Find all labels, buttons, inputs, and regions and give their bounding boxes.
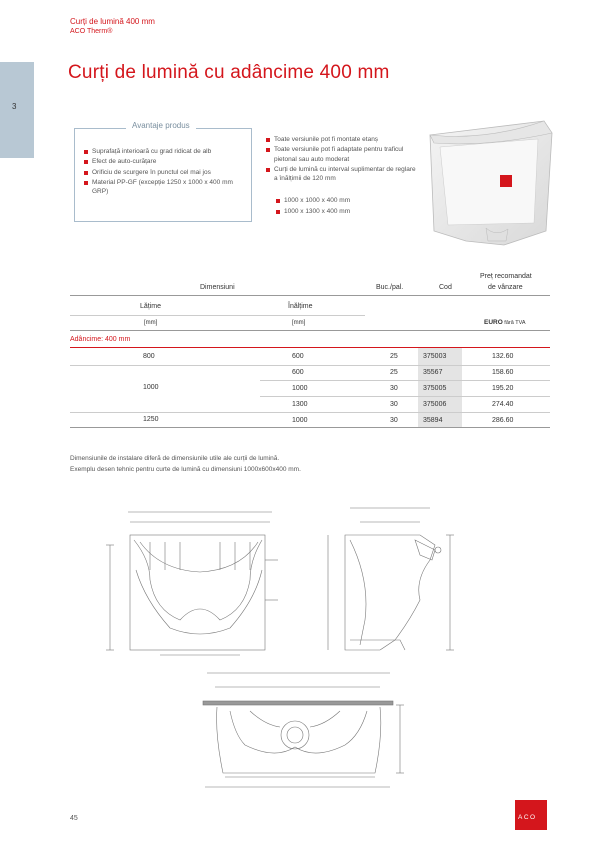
cell-pret: 132.60: [492, 353, 514, 360]
col-header-dimensiuni: Dimensiuni: [200, 284, 235, 291]
technical-drawing-side: [320, 500, 470, 665]
col-header-pret-line1: Preț recomandat: [480, 273, 532, 280]
header-series-name: Curți de lumină 400 mm: [70, 17, 155, 26]
cell-latime: 1000: [143, 384, 159, 391]
cell-inaltime: 1000: [292, 385, 308, 392]
product-logo-icon: [500, 175, 512, 187]
cell-latime: 1250: [143, 416, 159, 423]
technical-drawing-front: [100, 500, 300, 660]
note-line1: Dimensiunile de instalare diferă de dimensiunile utile ale curții de lumină.: [70, 455, 280, 462]
aco-logo: [515, 800, 547, 830]
page-number: 45: [70, 815, 78, 822]
page-title: Curți de lumină cu adâncime 400 mm: [68, 62, 390, 83]
advantages-heading: Avantaje produs: [126, 121, 196, 130]
technical-drawing-top: [195, 665, 415, 795]
cell-pret: 274.40: [492, 401, 514, 408]
cell-inaltime: 1000: [292, 417, 308, 424]
cell-inaltime: 1300: [292, 401, 308, 408]
feature-item: Toate versiunile pot fi adaptate pentru traficul pietonal sau auto moderat: [266, 145, 416, 164]
cell-buc: 30: [390, 401, 398, 408]
chapter-tab: [0, 62, 34, 158]
cell-cod: 35894: [423, 417, 443, 424]
unit-inaltime: [mm]: [292, 320, 306, 326]
col-header-inaltime: Înălțime: [288, 303, 313, 310]
advantage-item: Suprafață interioară cu grad ridicat de alb: [84, 147, 248, 156]
feature-sub-item: 1000 x 1000 x 400 mm: [276, 196, 406, 205]
advantage-item: Material PP-GF (excepție 1250 x 1000 x 400 mm GRP): [84, 178, 248, 197]
cell-buc: 30: [390, 385, 398, 392]
cell-cod: 375003: [423, 353, 447, 360]
cell-buc: 25: [390, 369, 398, 376]
section-label: Adâncime: 400 mm: [70, 336, 131, 343]
price-table: [70, 270, 550, 430]
advantage-item: Efect de auto-curățare: [84, 157, 248, 166]
unit-latime: [mm]: [144, 320, 158, 326]
cell-cod: 35567: [423, 369, 443, 376]
cell-pret: 195.20: [492, 385, 514, 392]
col-header-latime: Lățime: [140, 303, 162, 310]
chapter-number: 3: [12, 102, 17, 111]
features-list: [266, 135, 416, 184]
feature-item: Curți de lumină cu interval suplimentar de reglare a înălțimii de 120 mm: [266, 165, 416, 184]
cell-pret: 158.60: [492, 369, 514, 376]
col-header-pret-line2: de vânzare: [488, 284, 523, 291]
product-image: [426, 113, 556, 253]
feature-item: Toate versiunile pot fi montate etanș: [266, 135, 416, 144]
col-header-cod: Cod: [439, 284, 452, 291]
feature-sub-item: 1000 x 1300 x 400 mm: [276, 207, 406, 216]
aco-logo-text: ACO: [518, 814, 537, 821]
cell-buc: 25: [390, 353, 398, 360]
col-header-buc: Buc./pal.: [376, 284, 404, 291]
cell-latime: 800: [143, 353, 155, 360]
advantage-item: Orificiu de scurgere în punctul cel mai jos: [84, 168, 248, 177]
cell-inaltime: 600: [292, 369, 304, 376]
currency-label: EURO fără TVA: [484, 319, 526, 326]
cell-buc: 30: [390, 417, 398, 424]
cell-inaltime: 600: [292, 353, 304, 360]
features-sublist: [276, 196, 406, 219]
cell-cod: 375005: [423, 385, 447, 392]
header-brand: ACO Therm®: [70, 28, 113, 35]
cell-pret: 286.60: [492, 417, 514, 424]
cell-cod: 375006: [423, 401, 447, 408]
advantages-list: [84, 147, 248, 197]
note-line2: Exemplu desen tehnic pentru curte de lumină cu dimensiuni 1000x600x400 mm.: [70, 466, 301, 473]
